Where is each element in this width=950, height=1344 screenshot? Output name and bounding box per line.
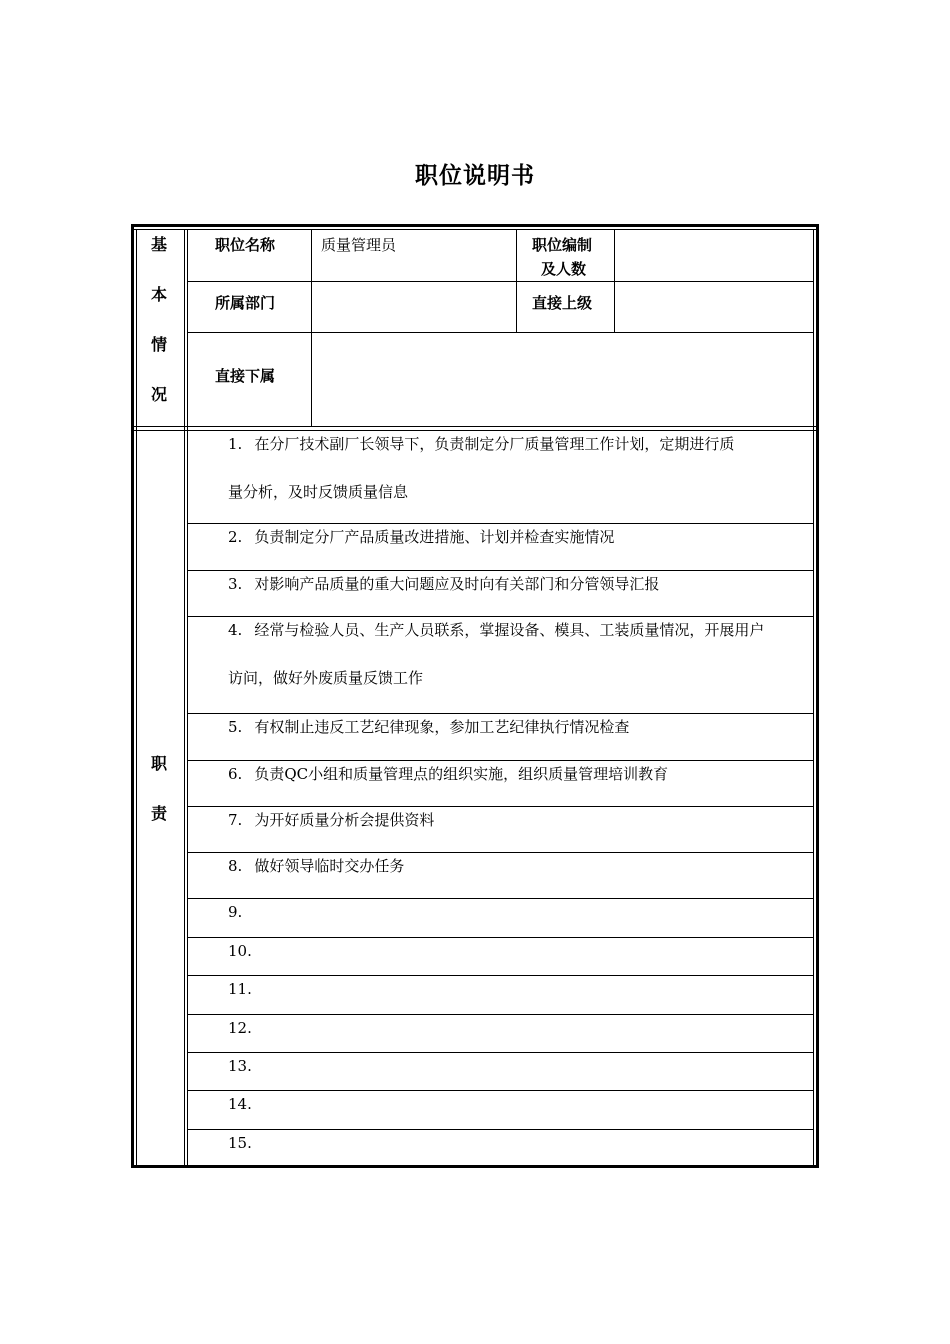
duty-number: 15. [228,1134,252,1152]
duty-number: 10. [228,942,252,960]
grid-line [187,570,813,571]
duty-text: 负责QC小组和质量管理点的组织实施，组织质量管理培训教育 [254,765,669,783]
basic-section-char-3: 情 [150,335,167,354]
duty-item [228,1094,264,1114]
duty-number: 7. [228,811,243,829]
duty-item [228,574,659,594]
duty-item [228,902,254,922]
duty-item [228,764,668,784]
grid-line [134,430,816,431]
grid-line [187,760,813,761]
duty-number: 12. [228,1019,252,1037]
duty-number: 2. [228,528,243,546]
grid-line [187,852,813,853]
duty-text: 有权制止违反工艺纪律现象，参加工艺纪律执行情况检查 [254,718,630,736]
grid-line [187,523,813,524]
duty-number: 14. [228,1095,252,1113]
duty-number: 9. [228,903,243,921]
grid-line [187,1129,813,1130]
duty-item [228,620,764,640]
duty-item [228,717,629,737]
grid-line [614,229,615,332]
subordinate-label: 直接下属 [215,367,276,385]
grid-line [311,229,312,426]
grid-line [187,975,813,976]
grid-line [187,806,813,807]
grid-line [187,937,813,938]
duty-text: 在分厂技术副厂长领导下，负责制定分厂质量管理工作计划，定期进行质 [254,435,735,453]
grid-line [187,1014,813,1015]
grid-line [184,229,185,1166]
duty-item [228,941,264,961]
duty-number: 3. [228,575,243,593]
duty-item [228,810,434,830]
duty-number: 1. [228,435,243,453]
grid-line [187,713,813,714]
duty-number: 6. [228,765,243,783]
duty-text: 为开好质量分析会提供资料 [254,811,435,829]
duty-item [228,1018,264,1038]
grid-line [187,332,813,333]
superior-label: 直接上级 [532,294,593,312]
duty-number: 13. [228,1057,252,1075]
duty-item [228,856,404,876]
duty-text-continued: 访问，做好外废质量反馈工作 [228,669,424,687]
grid-line [187,1052,813,1053]
department-label: 所属部门 [215,294,276,312]
basic-section-char-4: 况 [150,385,167,404]
duty-number: 11. [228,980,252,998]
duty-text: 做好领导临时交办任务 [254,857,405,875]
grid-line [136,229,137,1166]
headcount-label-line1: 职位编制 [532,236,593,254]
grid-line [187,898,813,899]
duties-section-char-1: 职 [150,754,167,773]
page-title: 职位说明书 [415,163,535,189]
headcount-label-line2: 及人数 [541,260,587,278]
grid-line [134,426,816,427]
duty-number: 5. [228,718,243,736]
duty-item [228,979,264,999]
duty-text: 对影响产品质量的重大问题应及时向有关部门和分管领导汇报 [254,575,660,593]
duty-item [228,1056,264,1076]
duty-number: 4. [228,621,243,639]
grid-line [187,1090,813,1091]
duty-item [228,1133,264,1153]
duty-item [228,527,614,547]
basic-section-char-1: 基 [150,235,167,254]
grid-line [187,281,813,282]
duty-number: 8. [228,857,243,875]
grid-line [187,229,188,1166]
duties-section-char-2: 责 [150,804,167,823]
duty-text: 经常与检验人员、生产人员联系，掌握设备、模具、工装质量情况，开展用户 [254,621,765,639]
duty-text-continued: 量分析，及时反馈质量信息 [228,483,409,501]
grid-line [134,229,816,230]
grid-line [187,616,813,617]
duty-item [228,434,734,454]
grid-line [516,229,517,332]
duty-text: 负责制定分厂产品质量改进措施、计划并检查实施情况 [254,528,615,546]
grid-line [813,229,814,1166]
position-name-value[interactable]: 质量管理员 [321,236,397,254]
position-name-label: 职位名称 [215,236,276,254]
basic-section-char-2: 本 [150,285,167,304]
